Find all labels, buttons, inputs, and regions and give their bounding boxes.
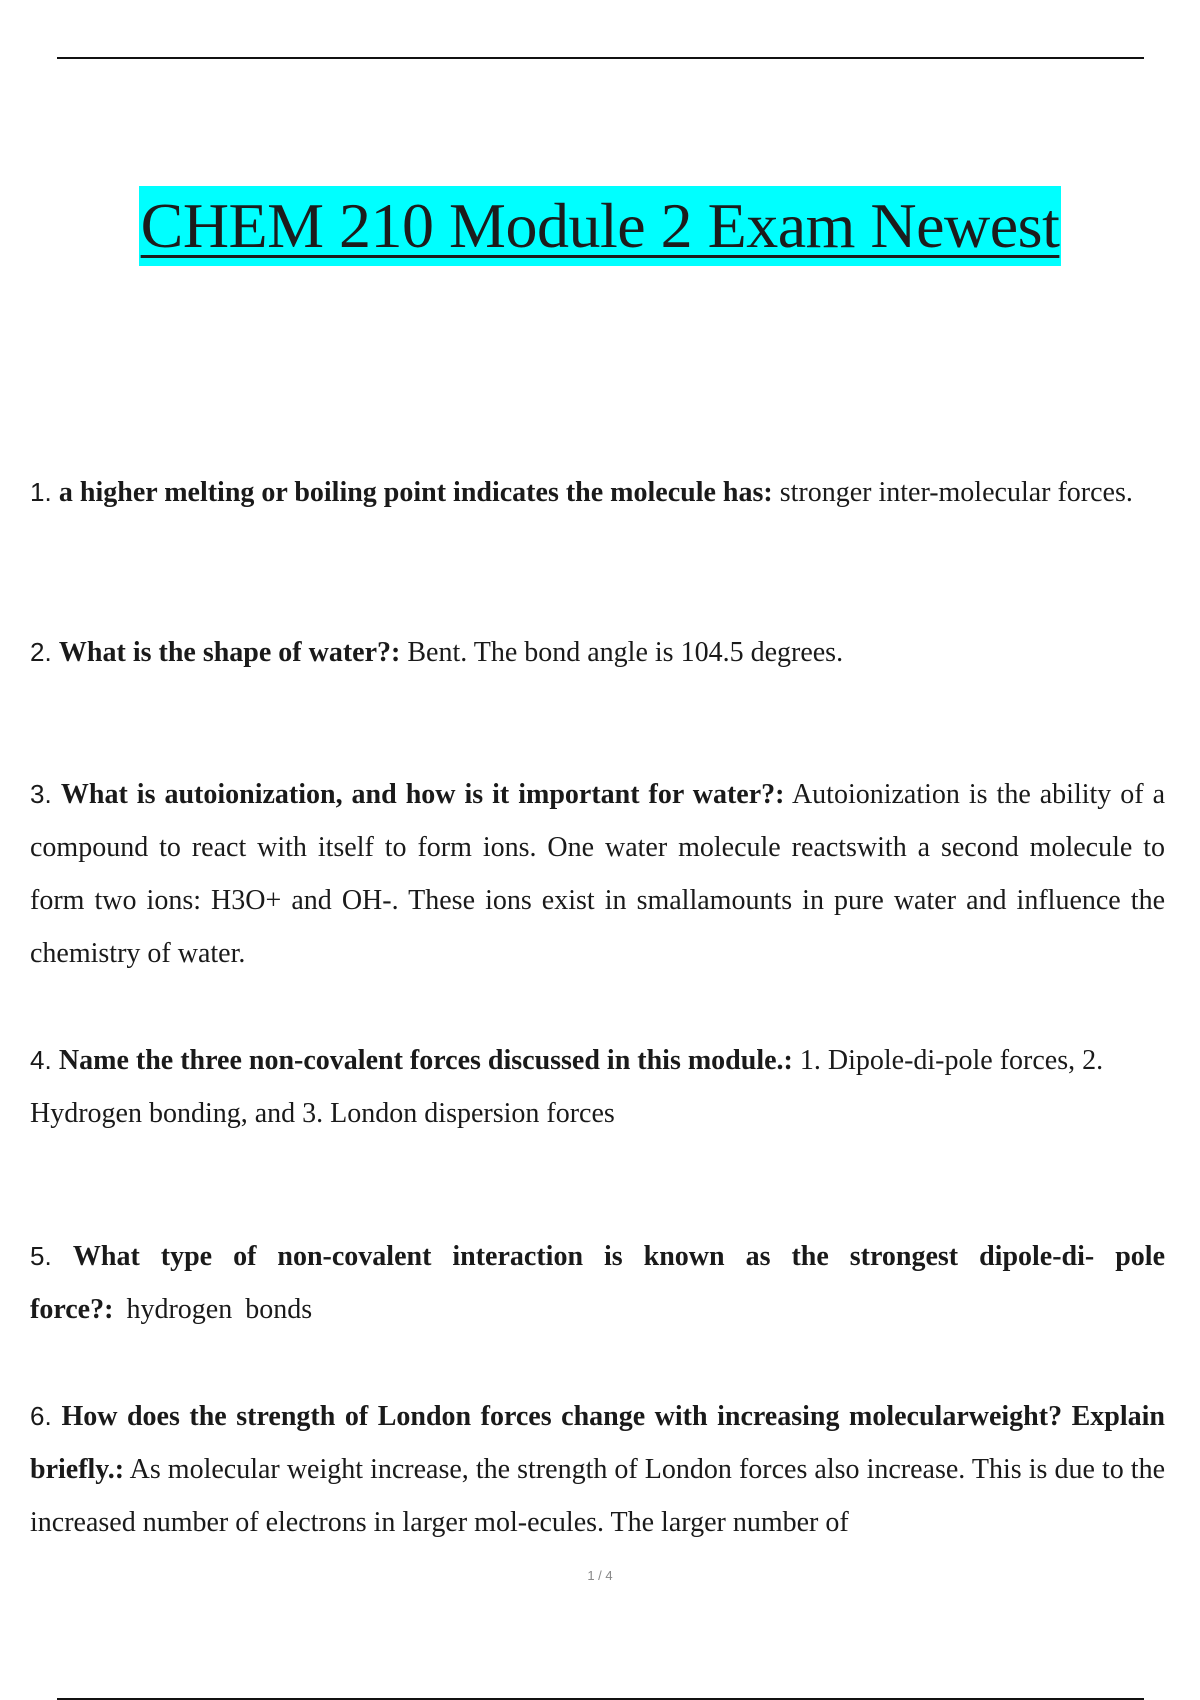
answer-text: Autoionization is the ability of a compound to react with itself to form ions. One water molecule reactswith a second molecule to form two ions: H3O+ and OH-. These ions exist in smallamounts in pure water and influence the chemistry of water. <box>30 779 1166 969</box>
question-number: 5 <box>30 1241 45 1271</box>
question-text: Name the three non-covalent forces discussed in this module.: <box>58 1045 793 1076</box>
answer-text: Bent. The bond angle is 104.5 degrees. <box>407 637 844 668</box>
answer-text: As molecular weight increase, the strength of London forces also increase. This is due to the increased number of electrons in larger mol-ecules. The larger number of <box>30 1454 1165 1538</box>
page-number: 1 / 4 <box>587 1568 613 1583</box>
question-number: 1 <box>30 477 45 507</box>
question-item-1: 1. a higher melting or boiling point indicates the molecule has: stronger inter-molecular forces. <box>30 477 1133 508</box>
question-item-5: 5. What type of non-covalent interaction is known as the strongest dipole-di- pole force?: hydrogen bonds <box>30 1241 1165 1325</box>
question-item-4: 4. Name the three non-covalent forces discussed in this module.: 1. Dipole-di-pole forces, 2. Hydrogen bonding, and 3. London dispersion forces <box>30 1045 1104 1129</box>
question-text: How does the strength of London forces change with increasing molecularweight? Explain briefly.: <box>30 1401 1165 1485</box>
question-number: 6 <box>30 1401 45 1431</box>
answer-text: stronger inter-molecular forces. <box>779 477 1133 508</box>
top-rule <box>57 57 1144 59</box>
document-title: CHEM 210 Module 2 Exam Newest <box>139 186 1062 266</box>
answer-text: hydrogen bonds <box>126 1294 313 1325</box>
question-item-2: 2. What is the shape of water?: Bent. The bond angle is 104.5 degrees. <box>30 637 844 668</box>
question-number: 2 <box>30 637 45 667</box>
question-text: What type of non-covalent interaction is known as the strongest dipole-di- pole force?: <box>30 1241 1165 1325</box>
question-number: 3 <box>30 779 45 809</box>
question-text: a higher melting or boiling point indicates the molecule has: <box>58 477 773 508</box>
title-container <box>0 186 1200 266</box>
question-number: 4 <box>30 1045 45 1075</box>
question-text: What is autoionization, and how is it important for water?: <box>60 779 785 810</box>
answer-text: 1. Dipole-di-pole forces, 2. Hydrogen bonding, and 3. London dispersion forces <box>30 1045 1104 1129</box>
question-item-6: 6. How does the strength of London forces change with increasing molecularweight? Explain briefly.: As molecular weight increase, the strength of London forces also increase. This is due to the increased number of electrons in larger mol-ecules. The larger number of <box>30 1401 1165 1538</box>
question-text: What is the shape of water?: <box>58 637 401 668</box>
question-item-3: 3. What is autoionization, and how is it important for water?: Autoionization is the ability of a compound to react with itself to form ions. One water molecule reactswith a second molecule to form two ions: H3O+ and OH-. These ions exist in smallamounts in pure water and influence the chemistry of water. <box>30 779 1166 969</box>
